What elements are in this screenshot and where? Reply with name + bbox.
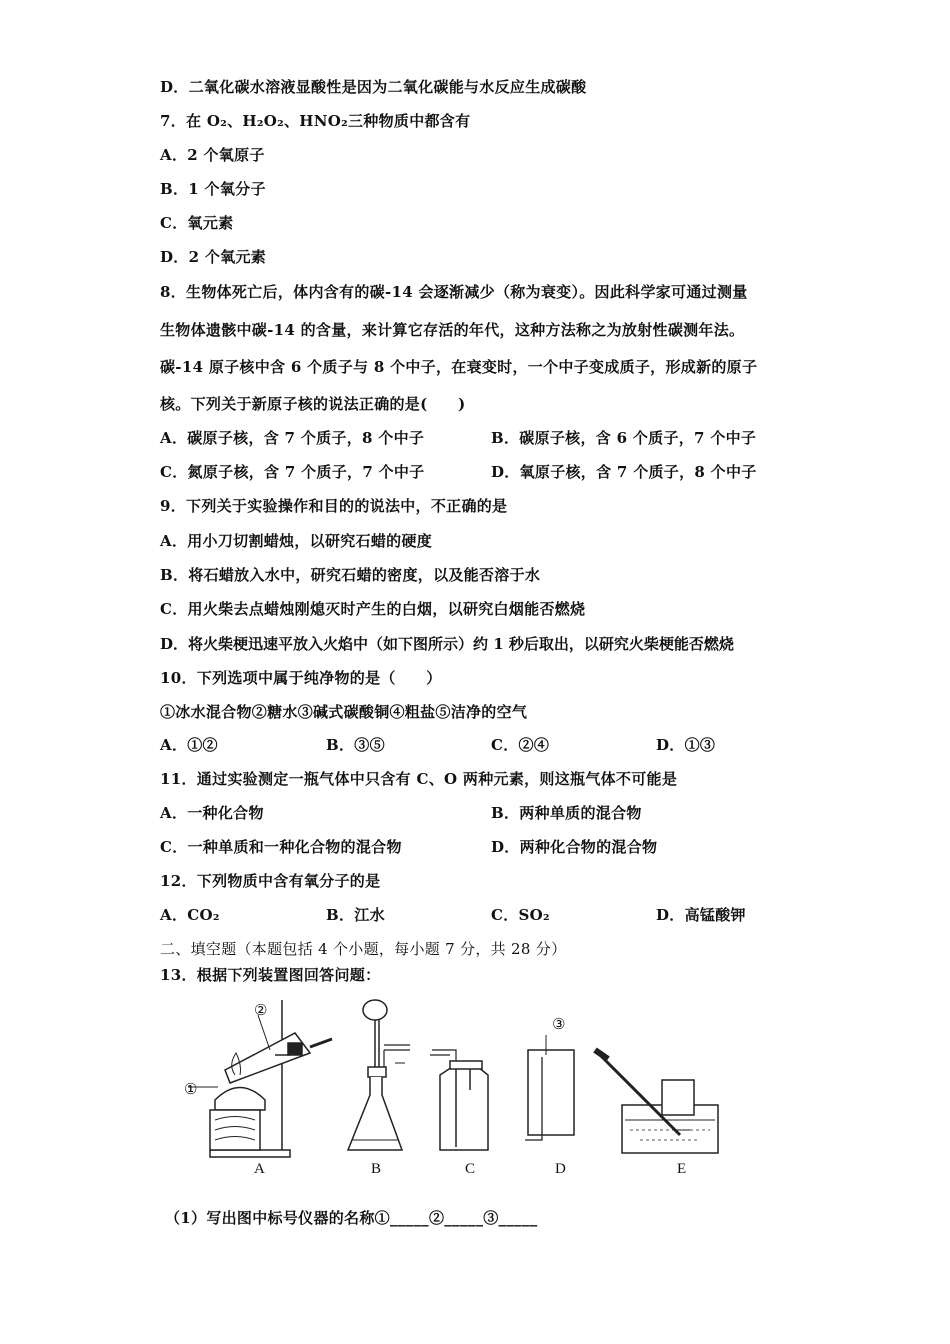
q10-item-list: ①冰水混合物②糖水③碱式碳酸铜④粗盐⑤洁净的空气 <box>160 703 528 721</box>
apparatus-c-drawing <box>430 1050 488 1150</box>
question-10: 10．下列选项中属于纯净物的是（ ） <box>160 669 442 687</box>
apparatus-figure <box>170 995 730 1185</box>
q10-option-c: C．②④ <box>491 736 550 754</box>
marker-1: ① <box>184 1082 198 1098</box>
question-12: 12．下列物质中含有氧分子的是 <box>160 872 381 890</box>
q7-option-b: B．1 个氧分子 <box>160 180 266 198</box>
q11-option-a: A．一种化合物 <box>160 804 264 822</box>
question-9: 9．下列关于实验操作和目的的说法中，不正确的是 <box>160 497 508 515</box>
q9-option-a: A．用小刀切割蜡烛，以研究石蜡的硬度 <box>160 532 433 550</box>
question-8-line4: 核。下列关于新原子核的说法正确的是( ) <box>160 395 466 413</box>
option-d-q6: D．二氧化碳水溶液显酸性是因为二氧化碳能与水反应生成碳酸 <box>160 78 587 96</box>
q11-option-b: B．两种单质的混合物 <box>491 804 642 822</box>
q12-option-b: B．江水 <box>326 906 385 924</box>
label-c: C <box>465 1161 476 1177</box>
q8-option-a: A．碳原子核，含 7 个质子，8 个中子 <box>160 429 425 447</box>
q12-option-d: D．高锰酸钾 <box>656 906 746 924</box>
q7-option-a: A．2 个氧原子 <box>160 146 265 164</box>
q8-option-c: C．氮原子核，含 7 个质子，7 个中子 <box>160 463 425 481</box>
section-2-heading: 二、填空题（本题包括 4 个小题，每小题 7 分，共 28 分） <box>160 940 567 958</box>
apparatus-e-drawing <box>595 1050 718 1153</box>
apparatus-a-drawing <box>188 1000 332 1157</box>
apparatus-b-drawing <box>348 1000 410 1150</box>
q7-option-d: D．2 个氧元素 <box>160 248 267 266</box>
q11-option-c: C．一种单质和一种化合物的混合物 <box>160 838 402 856</box>
q11-option-d: D．两种化合物的混合物 <box>491 838 658 856</box>
q8-option-b: B．碳原子核，含 6 个质子，7 个中子 <box>491 429 757 447</box>
question-11: 11．通过实验测定一瓶气体中只含有 C、O 两种元素，则这瓶气体不可能是 <box>160 770 678 788</box>
apparatus-d-drawing <box>525 1035 574 1140</box>
question-8-line3: 碳-14 原子核中含 6 个质子与 8 个中子，在衰变时，一个中子变成质子，形成新的原子 <box>160 358 758 376</box>
question-8-line2: 生物体遗骸中碳-14 的含量，来计算它存活的年代，这种方法称之为放射性碳测年法。 <box>160 321 745 339</box>
marker-3: ③ <box>552 1017 566 1033</box>
marker-2: ② <box>254 1003 268 1019</box>
q9-option-c: C．用火柴去点蜡烛刚熄灭时产生的白烟，以研究白烟能否燃烧 <box>160 600 586 618</box>
q8-option-d: D．氧原子核，含 7 个质子，8 个中子 <box>491 463 757 481</box>
q12-option-a: A．CO₂ <box>160 906 220 924</box>
question-7: 7．在 O₂、H₂O₂、HNO₂三种物质中都含有 <box>160 112 471 130</box>
q10-option-d: D．①③ <box>656 736 716 754</box>
q9-option-d: D．将火柴梗迅速平放入火焰中（如下图所示）约 1 秒后取出，以研究火柴梗能否燃烧 <box>160 635 734 653</box>
label-b: B <box>371 1161 382 1177</box>
label-e: E <box>677 1161 687 1177</box>
label-d: D <box>555 1161 566 1177</box>
q13-part1: （1）写出图中标号仪器的名称①_____②_____③_____ <box>165 1209 538 1227</box>
q9-option-b: B．将石蜡放入水中，研究石蜡的密度，以及能否溶于水 <box>160 566 541 584</box>
q12-option-c: C．SO₂ <box>491 906 550 924</box>
question-13: 13．根据下列装置图回答问题： <box>160 966 381 984</box>
q10-option-b: B．③⑤ <box>326 736 385 754</box>
question-8-line1: 8．生物体死亡后，体内含有的碳-14 会逐渐减少（称为衰变）。因此科学家可通过测量 <box>160 283 748 301</box>
q7-option-c: C．氧元素 <box>160 214 234 232</box>
q10-option-a: A．①② <box>160 736 218 754</box>
label-a: A <box>254 1161 265 1177</box>
